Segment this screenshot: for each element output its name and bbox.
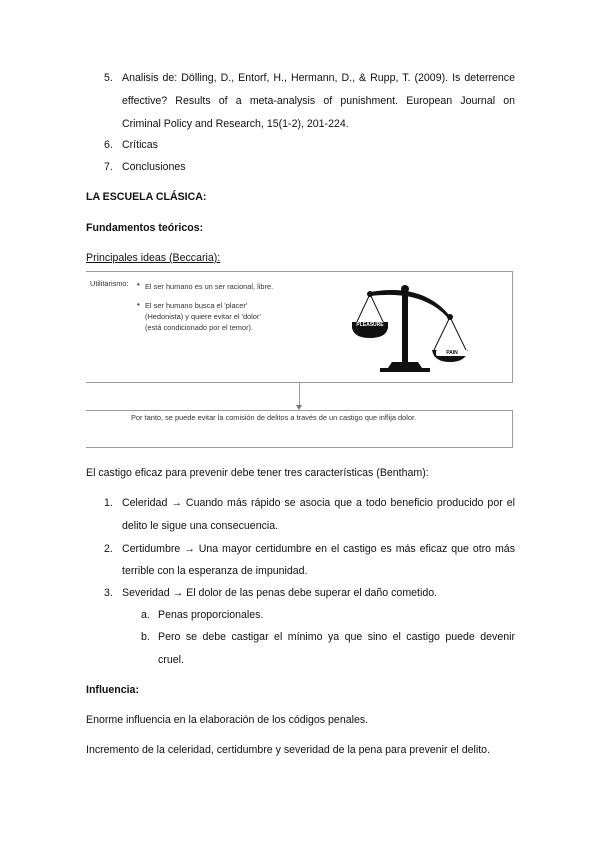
diagram-bullet-2-line-2: (Hedonista) y quiere evitar el 'dolor' [145,312,261,321]
paragraph-influencia-1: Enorme influencia en la elaboración de los códigos penales. [86,714,369,726]
section-heading-influencia: Influencia: [86,684,139,696]
diagram-bullet-2-line-3: (está condicionado por el temor). [145,323,254,332]
bentham-item-1-line-2: delito le sigue una consecuencia. [122,520,279,532]
bentham-item-2-line-2: terrible con la esperanza de impunidad. [122,565,308,577]
list-number: 7. [104,161,113,173]
list-letter: b. [141,631,150,643]
list-number: 3. [104,587,113,599]
sub-item-a: Penas proporcionales. [158,609,264,621]
bentham-item-2-line-1: Certidumbre → Una mayor certidumbre en el castigo es más eficaz que otro más [122,543,515,555]
reference-line-2: effective? Results of a meta-analysis of punishment. European Journal on [122,95,515,107]
scale-label-pleasure: PLEASURE [352,322,388,328]
diagram-label-utilitarismo: Utilitarismo: [90,279,129,288]
bentham-item-1-line-1: Celeridad → Cuando más rápido se asocia que a todo beneficio producido por el [122,497,515,509]
list-number: 2. [104,543,113,555]
reference-line-1: Analisis de: Dölling, D., Entorf, H., Hermann, D., & Rupp, T. (2009). Is deterrence [122,72,515,84]
list-item-conclusiones: Conclusiones [122,161,186,173]
list-item-criticas: Críticas [122,139,158,151]
list-number: 6. [104,139,113,151]
list-letter: a. [141,609,150,621]
section-heading-fundamentos: Fundamentos teóricos: [86,222,204,234]
list-number: 1. [104,497,113,509]
section-heading-principales: Principales ideas (Beccaria): [86,252,221,264]
diagram-conclusion: Por tanto, se puede evitar la comisión de delitos a través de un castigo que inflija dolor. [131,413,417,422]
bullet-icon: • [137,300,140,309]
reference-line-3: Criminal Policy and Research, 15(1-2), 201-224. [122,118,349,130]
section-heading-escuela: LA ESCUELA CLÁSICA: [86,191,207,203]
bentham-intro: El castigo eficaz para prevenir debe tener tres características (Bentham): [86,467,429,479]
diagram-bullet-2-line-1: El ser humano busca el 'placer' [145,301,248,310]
diagram-bullet-1: El ser humano es un ser racional, libre. [145,282,274,291]
sub-item-b-line-2: cruel. [158,654,184,666]
scale-label-pain: PAIN [436,350,468,356]
bullet-icon: • [137,280,140,289]
list-number: 5. [104,72,113,84]
bentham-item-3: Severidad → El dolor de las penas debe superar el daño cometido. [122,587,438,599]
sub-item-b-line-1: Pero se debe castigar el mínimo ya que sino el castigo puede devenir [158,631,515,643]
paragraph-influencia-2: Incremento de la celeridad, certidumbre y severidad de la pena para prevenir el delito. [86,744,490,756]
